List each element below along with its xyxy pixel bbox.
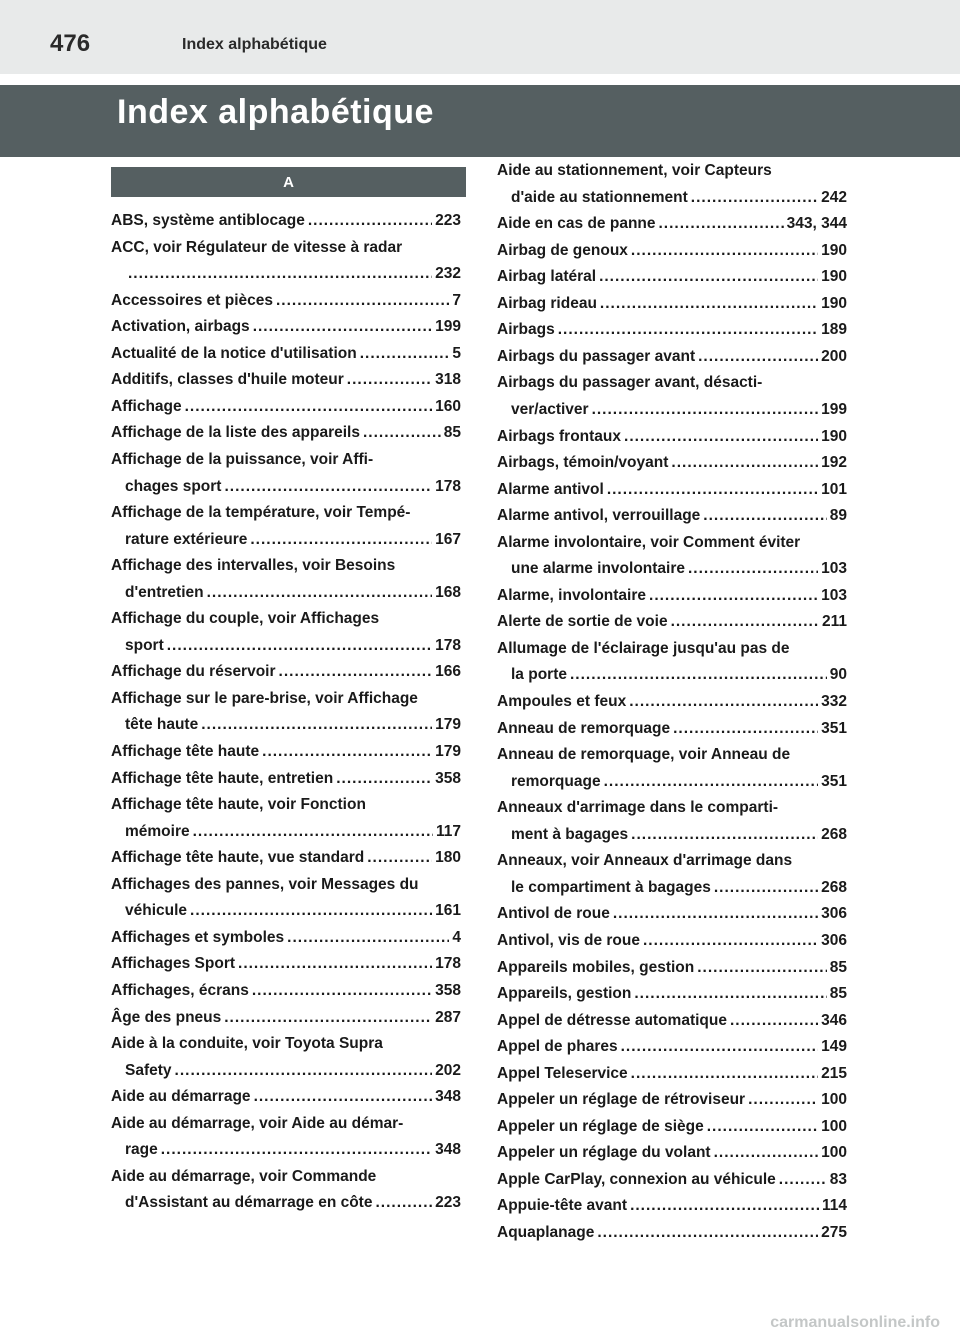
dot-leader bbox=[558, 317, 818, 344]
index-entry bbox=[497, 477, 847, 504]
index-entry-text: Affichage de la température, voir Tempé- bbox=[111, 504, 411, 522]
index-entry-text: Aide en cas de panne bbox=[497, 215, 656, 233]
dot-leader bbox=[175, 1058, 433, 1085]
dot-leader bbox=[167, 633, 432, 660]
index-entry-page: 178 bbox=[435, 477, 461, 495]
index-entry-text: sport bbox=[125, 636, 164, 654]
index-entry-page: 192 bbox=[821, 454, 847, 472]
dot-leader bbox=[190, 898, 432, 925]
index-entry-text: Apple CarPlay, connexion au véhicule bbox=[497, 1170, 776, 1188]
dot-leader bbox=[688, 556, 818, 583]
dot-leader bbox=[276, 288, 449, 315]
dot-leader bbox=[779, 1167, 827, 1194]
index-entry bbox=[111, 367, 461, 394]
index-entry-text: Affichage sur le pare-brise, voir Affichage bbox=[111, 689, 418, 707]
index-entry-page: 348 bbox=[435, 1088, 461, 1106]
index-entry bbox=[497, 875, 847, 902]
index-entry bbox=[497, 291, 847, 318]
index-entry-page: 100 bbox=[821, 1091, 847, 1109]
index-entry-text: Airbag rideau bbox=[497, 294, 597, 312]
index-entry-page: 85 bbox=[443, 424, 461, 442]
index-entry-page: 268 bbox=[821, 825, 847, 843]
index-entry bbox=[111, 659, 461, 686]
dot-leader bbox=[730, 1008, 818, 1035]
index-entry-page: 215 bbox=[821, 1064, 847, 1082]
index-entry-text: Antivol de roue bbox=[497, 905, 610, 923]
dot-leader bbox=[287, 925, 449, 952]
index-entry-page: 114 bbox=[821, 1197, 847, 1215]
index-entry bbox=[111, 1137, 461, 1164]
index-entry-text: Airbags du passager avant, désacti- bbox=[497, 374, 763, 392]
index-entry bbox=[497, 1167, 847, 1194]
index-entry-page: 90 bbox=[829, 666, 847, 684]
index-entry-page: 168 bbox=[435, 583, 461, 601]
index-entry-page: 346 bbox=[821, 1011, 847, 1029]
index-entry-page: 189 bbox=[821, 321, 847, 339]
index-entry-page: 202 bbox=[435, 1061, 461, 1079]
index-entry-page: 211 bbox=[821, 613, 847, 631]
index-entry bbox=[111, 712, 461, 739]
index-entry-text: Safety bbox=[125, 1061, 172, 1079]
index-entry bbox=[111, 314, 461, 341]
index-entry-text: Allumage de l'éclairage jusqu'au pas de bbox=[497, 639, 790, 657]
dot-leader bbox=[224, 1005, 432, 1032]
index-entry-text: Airbags, témoin/voyant bbox=[497, 454, 669, 472]
index-entry-page: 4 bbox=[452, 928, 461, 946]
index-entry-text: d'aide au stationnement bbox=[511, 188, 688, 206]
index-entry-text: Alarme antivol, verrouillage bbox=[497, 507, 701, 525]
dot-leader bbox=[634, 981, 826, 1008]
index-entry-text: Appareils mobiles, gestion bbox=[497, 958, 695, 976]
index-entry-page: 242 bbox=[821, 188, 847, 206]
dot-leader bbox=[279, 659, 433, 686]
index-entry bbox=[111, 394, 461, 421]
index-entry-page: 5 bbox=[452, 344, 461, 362]
index-entry bbox=[497, 662, 847, 689]
index-entry-text: rature extérieure bbox=[125, 530, 248, 548]
index-entry-page: 199 bbox=[435, 318, 461, 336]
index-entry-text: Affichage tête haute bbox=[111, 743, 260, 760]
index-entry-page: 178 bbox=[435, 955, 461, 973]
index-entry bbox=[497, 185, 847, 212]
index-entry-text: Aide à la conduite, voir Toyota Supra bbox=[111, 1035, 383, 1053]
index-entry-page: 348 bbox=[435, 1141, 461, 1159]
index-entry bbox=[497, 158, 847, 185]
index-entry-text: Aide au démarrage bbox=[111, 1088, 251, 1106]
index-entry bbox=[111, 845, 461, 872]
index-entry-text: ment à bagages bbox=[511, 825, 629, 843]
index-entry bbox=[111, 288, 461, 315]
index-entry-text: Anneau de remorquage bbox=[497, 719, 671, 737]
dot-leader bbox=[691, 185, 818, 212]
dot-leader bbox=[308, 208, 432, 235]
header-bar bbox=[0, 0, 960, 74]
index-entry-text: ACC, voir Régulateur de vitesse à radar bbox=[111, 238, 403, 256]
dot-leader bbox=[631, 822, 818, 849]
index-entry-page: 100 bbox=[821, 1144, 847, 1162]
index-entry-page: 100 bbox=[821, 1117, 847, 1135]
index-entry-text: Appel de détresse automatique bbox=[497, 1011, 727, 1029]
index-entry-text: Airbag de genoux bbox=[497, 241, 628, 259]
index-entry-page: 306 bbox=[821, 905, 847, 923]
index-entry bbox=[111, 208, 461, 235]
index-entry-text: Affichage du couple, voir Affichages bbox=[111, 610, 380, 628]
index-entry-page: 223 bbox=[435, 212, 461, 229]
index-entry bbox=[111, 792, 461, 819]
index-entry-page: 179 bbox=[435, 743, 461, 760]
index-entry-text: d'entretien bbox=[125, 583, 204, 601]
index-entry-text: Ampoules et feux bbox=[497, 693, 627, 710]
index-entry-text: Affichage tête haute, entretien bbox=[111, 769, 334, 787]
dot-leader bbox=[671, 450, 818, 477]
index-entry bbox=[111, 606, 461, 633]
index-entry-text: une alarme involontaire bbox=[511, 560, 685, 578]
index-entry-text: Affichages et symboles bbox=[111, 928, 285, 946]
index-entry bbox=[497, 848, 847, 875]
index-entry bbox=[497, 716, 847, 743]
index-entry-page: 268 bbox=[821, 878, 847, 896]
index-entry bbox=[497, 424, 847, 451]
dot-leader bbox=[336, 766, 432, 793]
index-entry bbox=[497, 344, 847, 371]
dot-leader bbox=[703, 503, 826, 530]
index-entry-page: 85 bbox=[829, 985, 847, 1003]
index-entry-text: Airbags bbox=[497, 321, 555, 339]
index-entry-page: 103 bbox=[821, 586, 847, 604]
index-entry bbox=[111, 872, 461, 899]
index-entry-page: 160 bbox=[435, 397, 461, 415]
dot-leader bbox=[600, 291, 818, 318]
index-entry-page: 89 bbox=[829, 507, 847, 525]
index-entry-text: Affichage du réservoir bbox=[111, 663, 276, 681]
index-entry bbox=[497, 901, 847, 928]
index-entry-text: Appel de phares bbox=[497, 1038, 618, 1056]
index-entry-page: 190 bbox=[821, 241, 847, 259]
dot-leader bbox=[253, 314, 432, 341]
index-entry-text: Affichage de la puissance, voir Affi- bbox=[111, 450, 374, 468]
index-entry bbox=[111, 766, 461, 793]
dot-leader bbox=[367, 845, 432, 872]
index-entry bbox=[497, 556, 847, 583]
index-entry-page: 351 bbox=[821, 719, 847, 737]
index-entry-text: ver/activer bbox=[511, 400, 589, 418]
index-entry bbox=[111, 420, 461, 447]
index-entry-page: 199 bbox=[821, 400, 847, 418]
index-entry bbox=[111, 1058, 461, 1085]
index-entry-text: Affichage bbox=[111, 397, 182, 415]
index-entry-text: Appeler un réglage du volant bbox=[497, 1144, 711, 1162]
index-entry bbox=[497, 370, 847, 397]
index-entry bbox=[497, 795, 847, 822]
dot-leader bbox=[621, 1034, 819, 1061]
index-entry bbox=[497, 264, 847, 291]
index-entry bbox=[111, 553, 461, 580]
dot-leader bbox=[624, 424, 818, 451]
dot-leader bbox=[570, 662, 827, 689]
dot-leader bbox=[252, 978, 432, 1005]
dot-leader bbox=[193, 819, 433, 846]
index-entry-text: d'Assistant au démarrage en côte bbox=[125, 1194, 373, 1212]
page-title: Index alphabétique bbox=[117, 93, 434, 131]
index-entry-page: 190 bbox=[821, 294, 847, 312]
dot-leader bbox=[659, 211, 784, 238]
dot-leader bbox=[224, 474, 432, 501]
dot-leader bbox=[254, 1084, 433, 1111]
index-entry bbox=[497, 503, 847, 530]
index-entry bbox=[111, 686, 461, 713]
index-entry-page: 190 bbox=[821, 427, 847, 445]
index-entry bbox=[111, 951, 461, 978]
dot-leader bbox=[363, 420, 441, 447]
index-entry bbox=[497, 689, 847, 716]
index-entry-text: la porte bbox=[511, 666, 567, 684]
index-entry-page: 180 bbox=[435, 849, 461, 867]
index-entry-text: Anneaux d'arrimage dans le comparti- bbox=[497, 799, 779, 817]
index-entry-page: 166 bbox=[435, 663, 461, 681]
index-entry-text: Antivol, vis de roue bbox=[497, 931, 640, 949]
index-entry bbox=[497, 636, 847, 663]
index-entry-text: Additifs, classes d'huile moteur bbox=[111, 371, 344, 389]
index-entry-text: Appuie-tête avant bbox=[497, 1197, 628, 1215]
dot-leader bbox=[347, 367, 432, 394]
index-entry-text: Affichages Sport bbox=[111, 955, 236, 973]
dot-leader bbox=[714, 875, 818, 902]
index-entry-text: Alerte de sortie de voie bbox=[497, 613, 668, 631]
index-entry-text: Appareils, gestion bbox=[497, 985, 632, 1003]
section-letter-bar bbox=[111, 167, 466, 197]
index-entry-page: 232 bbox=[435, 265, 461, 283]
index-entry-text: Alarme involontaire, voir Comment éviter bbox=[497, 533, 801, 551]
index-entry bbox=[111, 1164, 461, 1191]
index-entry bbox=[111, 474, 461, 501]
index-entry-text: Alarme antivol bbox=[497, 480, 604, 498]
index-entry bbox=[497, 238, 847, 265]
index-entry bbox=[497, 609, 847, 636]
index-entry-page: 179 bbox=[435, 716, 461, 734]
index-entry bbox=[497, 928, 847, 955]
index-entry-text: Aquaplanage bbox=[497, 1224, 595, 1241]
index-entry-text: Aide au démarrage, voir Aide au démar- bbox=[111, 1114, 404, 1132]
watermark: carmanualsonline.info bbox=[770, 1314, 940, 1331]
index-entry-page: 358 bbox=[435, 981, 461, 999]
index-entry-page: 275 bbox=[821, 1224, 847, 1241]
index-entry-text: Airbags du passager avant bbox=[497, 347, 696, 365]
index-entry-page: 332 bbox=[821, 693, 847, 710]
dot-leader bbox=[607, 477, 818, 504]
dot-leader bbox=[748, 1087, 818, 1114]
index-entry bbox=[497, 981, 847, 1008]
index-entry bbox=[111, 235, 461, 262]
index-entry bbox=[497, 1034, 847, 1061]
index-entry-text: tête haute bbox=[125, 716, 199, 734]
dot-leader bbox=[262, 739, 432, 766]
dot-leader bbox=[207, 580, 433, 607]
index-entry bbox=[497, 1061, 847, 1088]
index-entry-page: 85 bbox=[829, 958, 847, 976]
index-entry-page: 223 bbox=[435, 1194, 461, 1212]
index-entry bbox=[497, 822, 847, 849]
index-entry bbox=[111, 1190, 461, 1217]
dot-leader bbox=[629, 689, 818, 716]
index-entry-page: 200 bbox=[821, 347, 847, 365]
dot-leader bbox=[631, 238, 818, 265]
index-entry bbox=[111, 447, 461, 474]
index-entry bbox=[111, 978, 461, 1005]
index-entry-text: Affichage de la liste des appareils bbox=[111, 424, 360, 442]
index-entry-text: Anneaux, voir Anneaux d'arrimage dans bbox=[497, 852, 793, 870]
dot-leader bbox=[360, 341, 450, 368]
index-entry-page: 343, 344 bbox=[786, 215, 847, 233]
dot-leader bbox=[161, 1137, 432, 1164]
index-entry-text: Airbag latéral bbox=[497, 268, 597, 286]
index-entry bbox=[497, 1140, 847, 1167]
dot-leader bbox=[673, 716, 818, 743]
dot-leader bbox=[128, 261, 432, 288]
section-letter: A bbox=[283, 173, 294, 191]
index-entry-text: Affichage des intervalles, voir Besoins bbox=[111, 557, 396, 575]
index-entry bbox=[111, 1084, 461, 1111]
dot-leader bbox=[201, 712, 432, 739]
index-entry-page: 178 bbox=[435, 636, 461, 654]
index-entry bbox=[497, 955, 847, 982]
dot-leader bbox=[604, 769, 819, 796]
index-entry-text: véhicule bbox=[125, 902, 188, 920]
dot-leader bbox=[698, 344, 818, 371]
dot-leader bbox=[597, 1220, 818, 1247]
index-entry-text: remorquage bbox=[511, 772, 601, 790]
index-entry-text: mémoire bbox=[125, 822, 190, 840]
index-entry-text: Aide au démarrage, voir Commande bbox=[111, 1167, 377, 1185]
index-entry-text: Anneau de remorquage, voir Anneau de bbox=[497, 746, 791, 764]
dot-leader bbox=[631, 1061, 818, 1088]
index-entry-text: le compartiment à bagages bbox=[511, 878, 711, 896]
index-entry-text: Appel Teleservice bbox=[497, 1064, 628, 1082]
index-entry bbox=[497, 211, 847, 238]
index-entry bbox=[497, 769, 847, 796]
index-entry-text: rage bbox=[125, 1141, 158, 1159]
index-entry-page: 318 bbox=[435, 371, 461, 389]
index-entry-text: Alarme, involontaire bbox=[497, 586, 647, 604]
index-entry-page: 287 bbox=[435, 1008, 461, 1026]
index-entry bbox=[497, 583, 847, 610]
index-entry-text: Affichage tête haute, voir Fonction bbox=[111, 796, 366, 814]
index-entry bbox=[111, 527, 461, 554]
index-entry bbox=[497, 397, 847, 424]
index-entry-page: 358 bbox=[435, 769, 461, 787]
index-entry bbox=[111, 1031, 461, 1058]
index-entry bbox=[111, 261, 461, 288]
index-entry-page: 306 bbox=[821, 931, 847, 949]
index-entry bbox=[111, 1111, 461, 1138]
index-entry bbox=[497, 742, 847, 769]
index-entry-page: 83 bbox=[829, 1170, 847, 1188]
dot-leader bbox=[375, 1190, 432, 1217]
dot-leader bbox=[185, 394, 433, 421]
dot-leader bbox=[630, 1193, 819, 1220]
index-entry bbox=[111, 898, 461, 925]
index-entry bbox=[111, 633, 461, 660]
index-entry-page: 351 bbox=[821, 772, 847, 790]
index-entry-text: Affichage tête haute, vue standard bbox=[111, 849, 365, 867]
index-entry bbox=[497, 1193, 847, 1220]
dot-leader bbox=[643, 928, 818, 955]
index-entry-text: chages sport bbox=[125, 477, 222, 495]
index-entry-text: Âge des pneus bbox=[111, 1008, 222, 1026]
index-entry-page: 149 bbox=[821, 1038, 847, 1056]
index-entry bbox=[111, 925, 461, 952]
index-entry bbox=[497, 1220, 847, 1247]
dot-leader bbox=[714, 1140, 819, 1167]
dot-leader bbox=[649, 583, 818, 610]
index-entry-text: Actualité de la notice d'utilisation bbox=[111, 344, 357, 362]
dot-leader bbox=[707, 1114, 818, 1141]
dot-leader bbox=[250, 527, 432, 554]
index-entry-page: 167 bbox=[435, 530, 461, 548]
index-entry bbox=[111, 1005, 461, 1032]
index-entry-page: 101 bbox=[821, 480, 847, 498]
index-entry bbox=[497, 1114, 847, 1141]
dot-leader bbox=[238, 951, 432, 978]
index-entry bbox=[497, 1008, 847, 1035]
running-title: Index alphabétique bbox=[182, 36, 327, 53]
index-entry-page: 161 bbox=[435, 902, 461, 920]
index-entry-text: Affichages des pannes, voir Messages du bbox=[111, 875, 419, 893]
index-entry-text: Accessoires et pièces bbox=[111, 291, 273, 309]
dot-leader bbox=[592, 397, 819, 424]
index-entry-page: 190 bbox=[821, 268, 847, 286]
index-entry bbox=[111, 500, 461, 527]
index-entry-text: Aide au stationnement, voir Capteurs bbox=[497, 162, 772, 179]
dot-leader bbox=[671, 609, 819, 636]
index-entry bbox=[111, 341, 461, 368]
index-entry-page: 103 bbox=[821, 560, 847, 578]
index-entry-text: ABS, système antiblocage bbox=[111, 212, 305, 229]
index-entry-text: Airbags frontaux bbox=[497, 427, 622, 445]
index-entry-text: Affichages, écrans bbox=[111, 981, 249, 999]
index-entry-text: Appeler un réglage de rétroviseur bbox=[497, 1091, 746, 1109]
index-entry bbox=[111, 819, 461, 846]
index-entry bbox=[497, 530, 847, 557]
index-entry-page: 117 bbox=[435, 822, 461, 840]
dot-leader bbox=[599, 264, 818, 291]
page-number: 476 bbox=[50, 30, 91, 57]
index-entry bbox=[497, 317, 847, 344]
dot-leader bbox=[613, 901, 818, 928]
index-entry-page: 7 bbox=[452, 291, 461, 309]
index-entry-text: Appeler un réglage de siège bbox=[497, 1117, 704, 1135]
index-entry bbox=[111, 580, 461, 607]
index-entry bbox=[497, 450, 847, 477]
index-entry-text: Activation, airbags bbox=[111, 318, 250, 336]
index-entry bbox=[497, 1087, 847, 1114]
index-entry bbox=[111, 739, 461, 766]
dot-leader bbox=[697, 955, 827, 982]
